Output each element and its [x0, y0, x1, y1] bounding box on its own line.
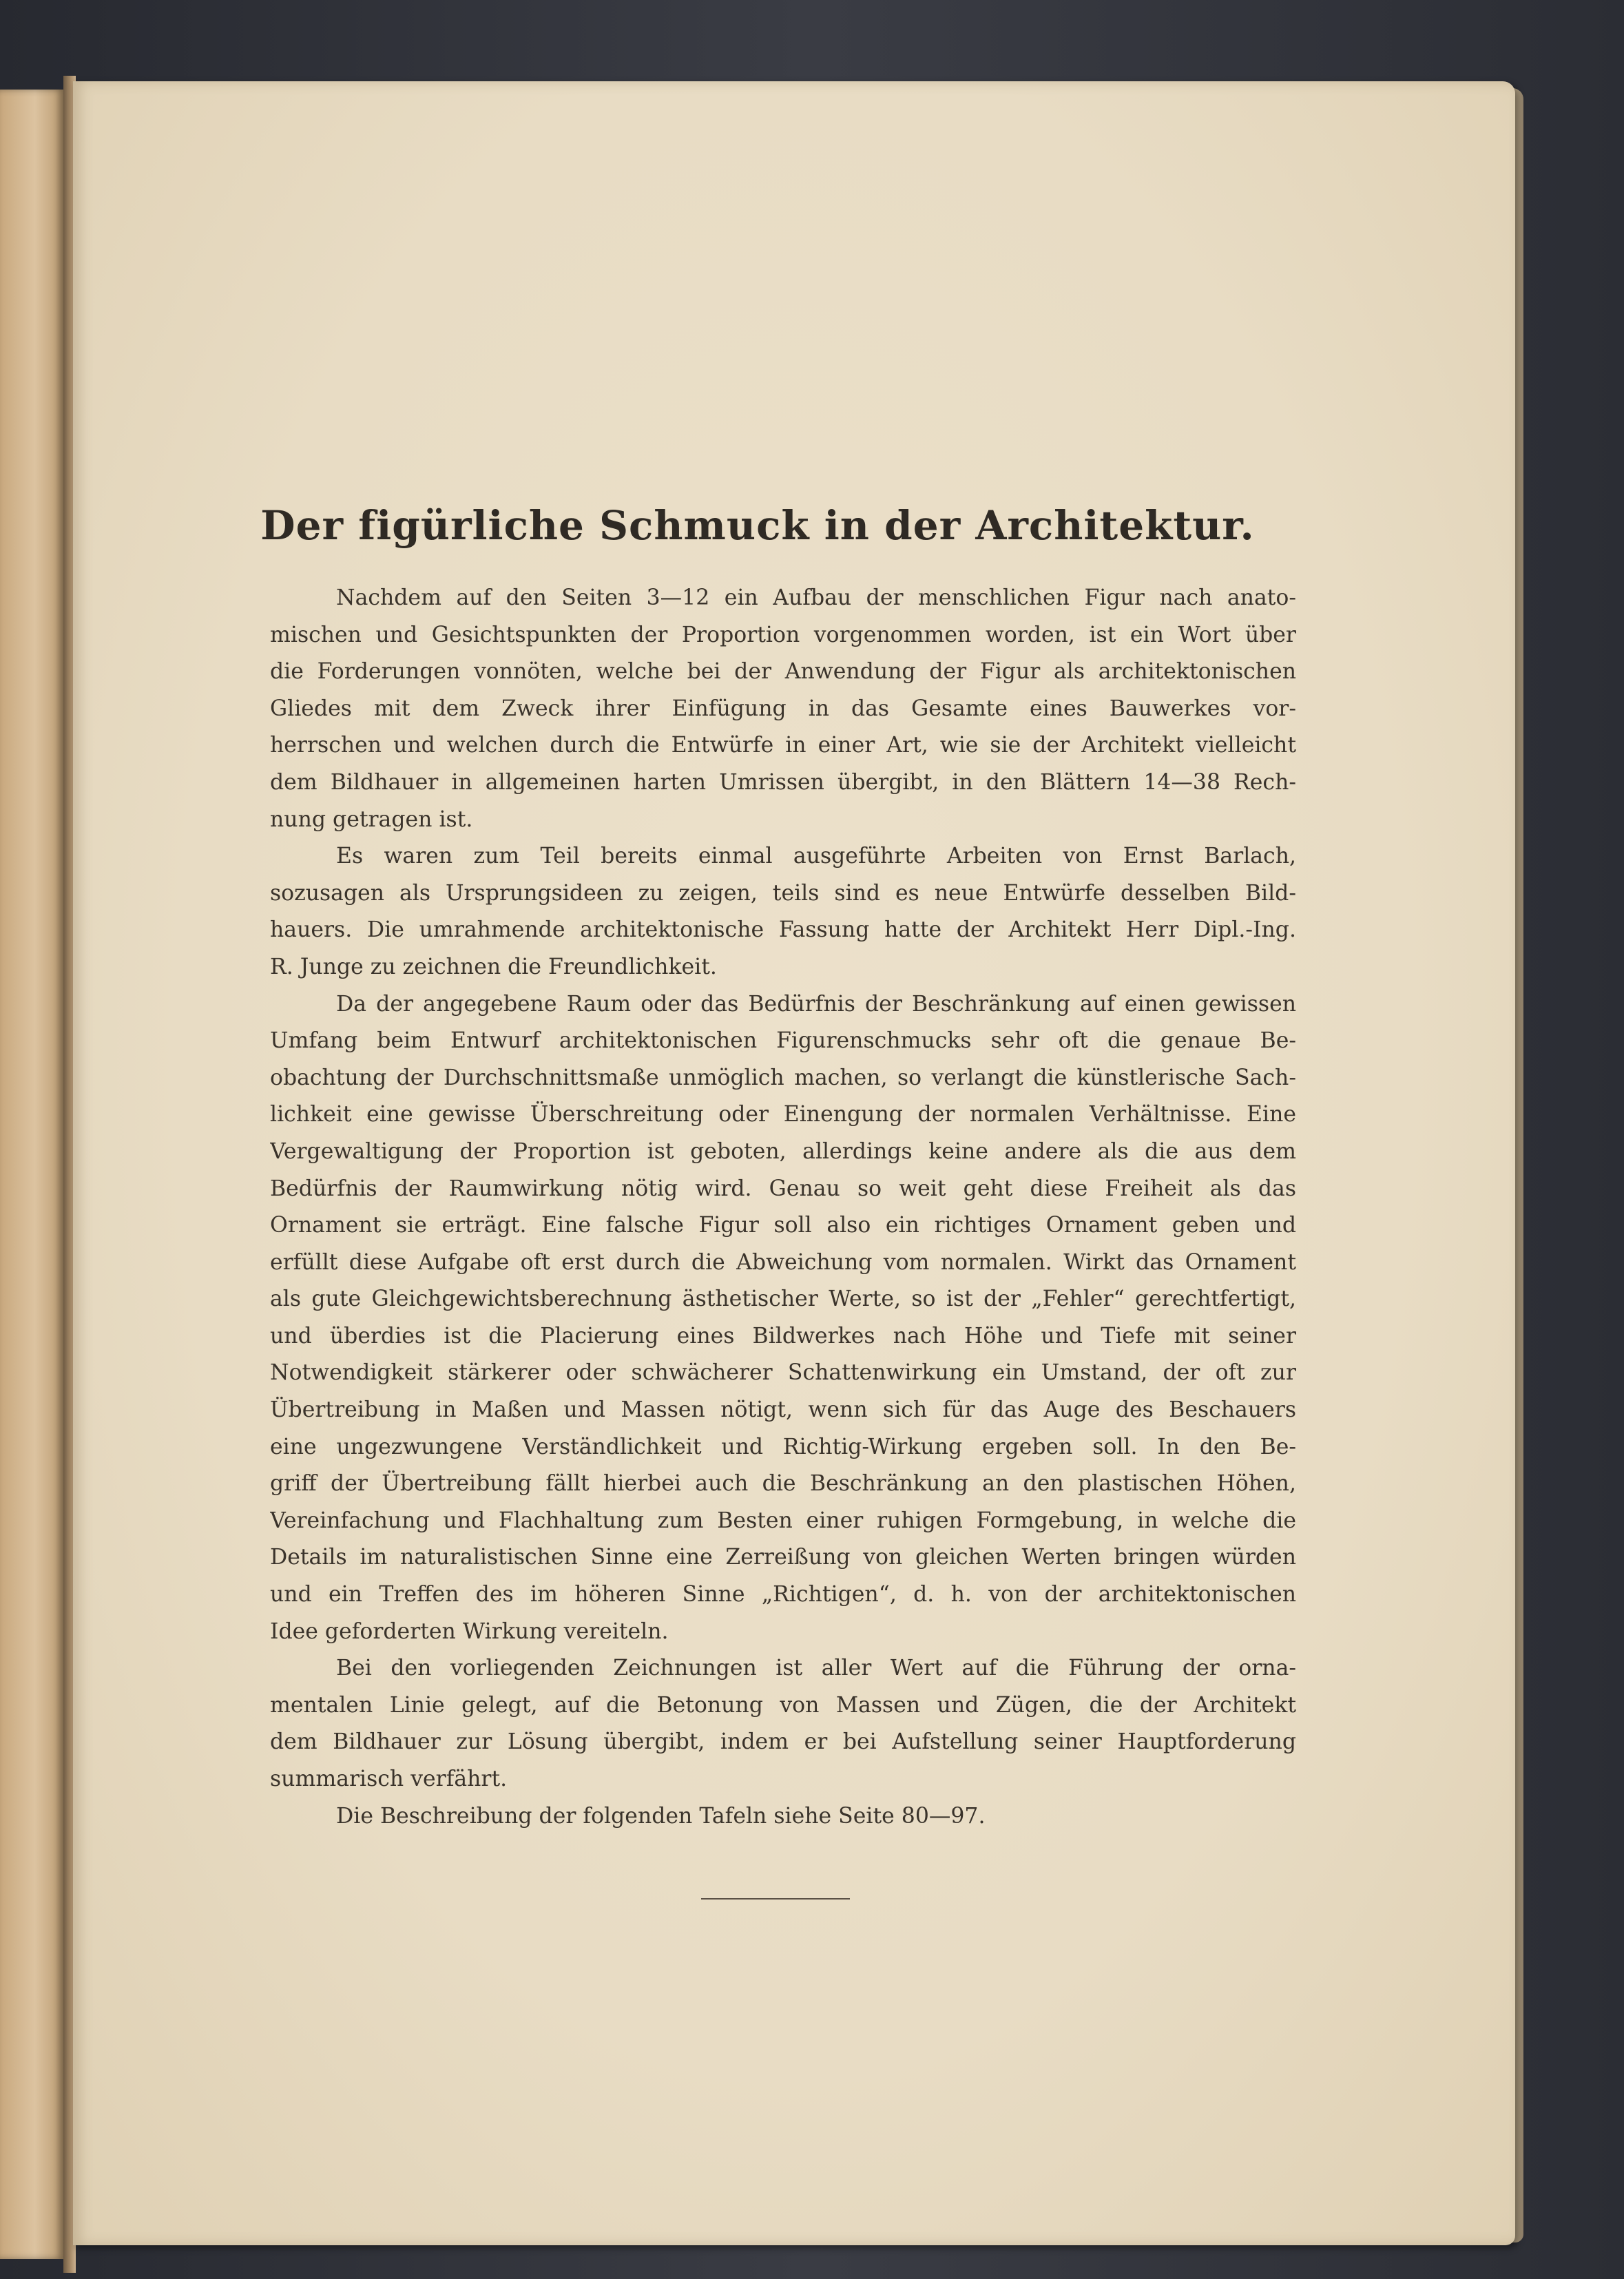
- text-line: Details im naturalistischen Sinne eine Zerreißung von gleichen Werten bringen würden: [270, 1545, 1296, 1570]
- text-line: Die Beschreibung der folgenden Tafeln siehe Seite 80—97.: [336, 1803, 986, 1829]
- text-line: summarisch verfährt.: [270, 1767, 508, 1791]
- text-line: die Forderungen vonnöten, welche bei der Anwendung der Figur als architektonischen: [270, 659, 1296, 685]
- text-line: dem Bildhauer zur Lösung übergibt, indem er bei Aufstellung seiner Hauptforderung: [270, 1729, 1296, 1755]
- text-line: Vereinfachung und Flachhaltung zum Besten einer ruhigen Formgebung, in welche die: [270, 1508, 1296, 1533]
- text-line: und überdies ist die Placierung eines Bildwerkes nach Höhe und Tiefe mit seiner: [270, 1323, 1296, 1349]
- text-line: obachtung der Durchschnittsmaße unmöglich machen, so verlangt die künstlerische Sach-: [270, 1065, 1296, 1090]
- text-line: mischen und Gesichtspunkten der Proportion vorgenommen worden, ist ein Wort über: [270, 622, 1296, 647]
- text-line: eine ungezwungene Verständlichkeit und Richtig-Wirkung ergeben soll. In den Be-: [270, 1434, 1296, 1459]
- text-line: R. Junge zu zeichnen die Freundlichkeit.: [270, 954, 717, 979]
- text-line: nung getragen ist.: [270, 807, 473, 832]
- text-line: Idee geforderten Wirkung vereiteln.: [270, 1619, 669, 1644]
- text-line: Gliedes mit dem Zweck ihrer Einfügung in das Gesamte eines Bauwerkes vor-: [270, 696, 1296, 721]
- closing-rule: [701, 1898, 850, 1900]
- text-line: mentalen Linie gelegt, auf die Betonung von Massen und Zügen, die der Architekt: [270, 1692, 1296, 1718]
- text-line: Bei den vorliegenden Zeichnungen ist aller Wert auf die Führung der orna-: [336, 1656, 1296, 1681]
- text-line: Es waren zum Teil bereits einmal ausgeführte Arbeiten von Ernst Barlach,: [336, 844, 1296, 869]
- text-line: Umfang beim Entwurf architektonischen Figurenschmucks sehr oft die genaue Be-: [270, 1028, 1296, 1054]
- text-line: erfüllt diese Aufgabe oft erst durch die Abweichung vom normalen. Wirkt das Ornament: [270, 1249, 1296, 1275]
- text-line: herrschen und welchen durch die Entwürfe in einer Art, wie sie der Architekt vielleicht: [270, 733, 1296, 758]
- text-line: Vergewaltigung der Proportion ist geboten, allerdings keine andere als die aus dem: [270, 1138, 1296, 1164]
- text-line: lichkeit eine gewisse Überschreitung oder Einengung der normalen Verhältnisse. Eine: [270, 1102, 1296, 1127]
- text-line: und ein Treffen des im höheren Sinne „Richtigen“, d. h. von der architektonischen: [270, 1582, 1296, 1607]
- body-text: [270, 580, 1296, 1835]
- text-line: griff der Übertreibung fällt hierbei auch die Beschränkung an den plastischen Höhen,: [270, 1471, 1296, 1497]
- text-line: Bedürfnis der Raumwirkung nötig wird. Genau so weit geht diese Freiheit als das: [270, 1176, 1296, 1201]
- text-line: Notwendigkeit stärkerer oder schwächerer Schattenwirkung ein Umstand, der oft zur: [270, 1360, 1296, 1386]
- text-line: dem Bildhauer in allgemeinen harten Umrissen übergibt, in den Blättern 14—38 Rech-: [270, 769, 1296, 795]
- text-line: sozusagen als Ursprungsideen zu zeigen, teils sind es neue Entwürfe desselben Bild-: [270, 880, 1296, 906]
- text-line: Nachdem auf den Seiten 3—12 ein Aufbau der menschlichen Figur nach anato-: [336, 585, 1296, 610]
- left-page-edge: [0, 90, 63, 2259]
- text-line: Da der angegebene Raum oder das Bedürfnis der Beschränkung auf einen gewissen: [336, 991, 1296, 1017]
- page-title: Der figürliche Schmuck in der Architektur.: [260, 502, 1255, 549]
- text-line: Ornament sie erträgt. Eine falsche Figur soll also ein richtiges Ornament geben und: [270, 1213, 1296, 1238]
- text-line: hauers. Die umrahmende architektonische Fassung hatte der Architekt Herr Dipl.-Ing.: [270, 917, 1296, 943]
- text-line: Übertreibung in Maßen und Massen nötigt, wenn sich für das Auge des Beschauers: [270, 1397, 1296, 1423]
- text-line: als gute Gleichgewichtsberechnung ästhetischer Werte, so ist der „Fehler“ gerechtfertigt,: [270, 1287, 1296, 1312]
